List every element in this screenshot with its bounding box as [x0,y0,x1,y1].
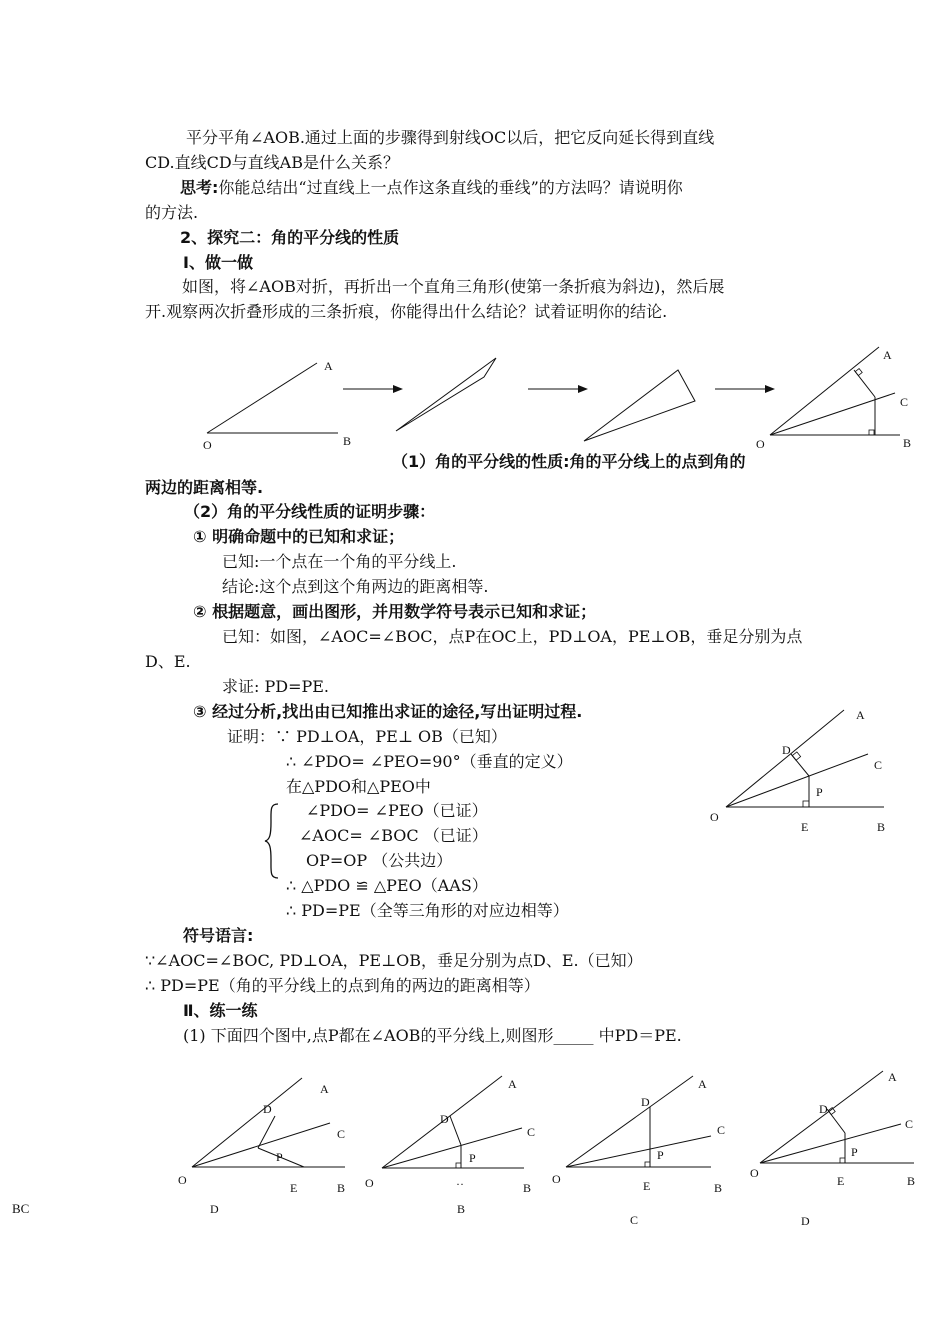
label-o: O [710,810,719,824]
desc-line-1: 如图，将∠AOB对折，再折出一个直角三角形(使第一条折痕为斜边)，然后展 [182,277,725,296]
desc-line-2: 开.观察两次折叠形成的三条折痕，你能得出什么结论？试着证明你的结论. [145,302,668,321]
right-angle-mark-d [792,752,800,760]
label-p: P [657,1148,664,1162]
label-a: A [883,348,892,362]
label-p: P [816,785,823,799]
stray-label: BC [12,1201,30,1216]
label-d: D [819,1102,828,1116]
label-a: A [698,1077,707,1091]
label-o: O [365,1176,374,1190]
right-angle-mark-e [840,1158,845,1163]
ray-oc [760,1124,901,1163]
proof-line-4: ∠PDO= ∠PEO（已证） [306,801,488,820]
right-angle-mark [456,1163,461,1168]
symbolic-line-2: ∴ PD=PE（角的平分线上的点到角的两边的距离相等） [145,976,540,995]
practice-figure-4 [738,1063,918,1228]
label-c: C [337,1127,346,1141]
label-c: C [874,758,883,772]
label-d: D [263,1102,272,1116]
intro-line-2: CD.直线CD与直线AB是什么关系？ [145,153,399,172]
label-o: O [750,1166,759,1180]
think-text: 你能总结出“过直线上一点作这条直线的垂线”的方法吗？请说明你 [218,178,683,197]
arrow-2 [528,382,588,396]
proof-line-3: 在△PDO和△PEO中 [286,777,431,796]
think-label: 思考: [180,178,219,197]
ray-oa [726,710,844,807]
label-o: O [552,1172,561,1186]
ray-oa [207,363,317,433]
caption: B [457,1202,466,1216]
label-o: O [203,438,212,452]
proof-line-6: OP=OP （公共边） [306,851,453,870]
label-e: E [290,1181,298,1195]
label-a: A [324,359,333,373]
label-a: A [508,1077,517,1091]
label-p: P [851,1145,858,1159]
label-a: A [888,1070,897,1084]
proof-line-5: ∠AOC= ∠BOC （已证） [299,826,488,845]
proof-line-1: 证明：∵ PD⊥OA，PE⊥ OB（已知） [227,727,507,746]
fold-figure-4 [756,345,912,451]
label-o: O [178,1173,187,1187]
ray-oc [382,1128,522,1168]
step-2: ② 根据题意，画出图形，并用数学符号表示已知和求证； [193,602,597,621]
label-a: A [320,1082,329,1096]
given-line-2: D、E. [145,652,191,671]
label-c: C [905,1117,914,1131]
proof-line-2: ∴ ∠PDO= ∠PEO=90°（垂直的定义） [286,752,573,771]
label-b: B [337,1181,346,1195]
label-p: P [469,1151,476,1165]
practice-question-1: (1) 下面四个图中,点P都在∠AOB的平分线上,则图形_____ 中PD＝PE. [183,1026,682,1045]
prove-statement: 求证: PD=PE. [222,677,330,696]
label-b: B [343,434,352,448]
label-c: C [527,1125,536,1139]
intro-line-1: 平分平角∠AOB.通过上面的步骤得到射线OC以后，把它反向延长得到直线 [186,128,715,147]
label-d: D [782,743,791,757]
right-angle-mark [645,1162,650,1167]
ray-oc [192,1123,330,1167]
practice-figure-3 [548,1072,728,1232]
folded-triangle [584,370,695,441]
property-line-2: 两边的距离相等. [145,478,264,497]
label-c: C [900,395,909,409]
segment-dp [450,1116,461,1145]
practice-figure-2 [360,1072,540,1217]
ray-oa [770,347,879,435]
label-d: D [641,1095,650,1109]
ray-oa [192,1078,302,1167]
section-title: 2、探究二：角的平分线的性质 [180,228,400,247]
right-angle-mark-b [869,430,874,435]
think-line-1 [180,177,683,199]
caption: D [210,1202,219,1216]
step-1: ① 明确命题中的已知和求证； [193,527,405,546]
fold-figure-3 [582,365,702,445]
practice-title: Ⅱ、练一练 [183,1001,258,1020]
label-b: B [877,820,886,834]
step-3: ③ 经过分析,找出由已知推出求证的途径,写出证明过程. [193,702,583,721]
label-b: B [523,1181,532,1195]
label-e: ·· [456,1177,464,1191]
given-line-1: 已知：如图，∠AOC=∠BOC，点P在OC上，PD⊥OA，PE⊥OB，垂足分别为点 [222,627,803,646]
proof-line-7: ∴ △PDO ≌ △PEO（AAS） [286,876,488,895]
fold-figure-1 [195,355,365,455]
label-o: O [756,437,765,451]
fold-figure-2 [394,355,504,435]
proof-line-8: ∴ PD=PE（全等三角形的对应边相等） [286,901,569,920]
property-line-1: （1）角的平分线的性质:角的平分线上的点到角的 [392,452,746,471]
folded-angle [396,358,496,431]
label-b: B [903,436,912,450]
known: 已知:一个点在一个角的平分线上. [222,552,457,571]
right-angle-mark-e [803,801,809,807]
caption: C [630,1213,639,1227]
label-e: E [643,1179,651,1193]
steps-title: （2）角的平分线性质的证明步骤： [184,502,436,521]
label-d: D [440,1112,449,1126]
think-line-2: 的方法. [145,203,199,222]
label-c: C [717,1123,726,1137]
proof-brace [263,802,283,880]
label-b: B [907,1174,916,1188]
conclusion: 结论:这个点到这个角两边的距离相等. [222,577,489,596]
ray-oa [760,1071,883,1163]
label-e: E [801,820,809,834]
label-a: A [856,708,865,722]
symbolic-line-1: ∵∠AOC=∠BOC, PD⊥OA，PE⊥OB，垂足分别为点D、E.（已知） [145,951,643,970]
proof-figure [704,705,894,835]
label-p: P [276,1150,283,1164]
label-e: E [837,1174,845,1188]
part1-title: Ⅰ、做一做 [183,253,253,272]
practice-figure-1 [172,1075,352,1220]
symbolic-title: 符号语言: [183,926,254,945]
caption: D [801,1214,810,1228]
label-b: B [714,1181,723,1195]
ray-oc [770,393,895,435]
